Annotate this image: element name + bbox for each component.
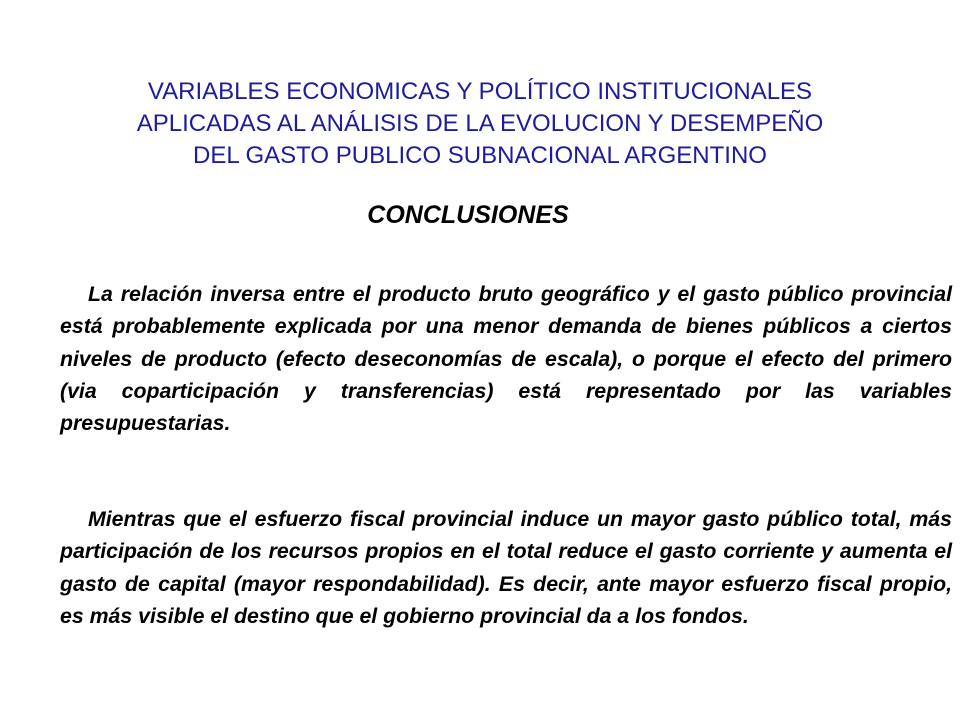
title-line-2: APLICADAS AL ANÁLISIS DE LA EVOLUCION Y DESEMPEÑO [136,110,824,137]
conclusion-paragraph-2: Mientras que el esfuerzo fiscal provincial induce un mayor gasto público total, más participación de los recursos propios en el total reduce el gasto corriente y aumenta el gasto de capital (mayor respondabilidad). Es decir, ante mayor esfuerzo fiscal propio, es más visible el destino que el gobierno provincial da a los fondos. [60,507,952,628]
title-line-1: VARIABLES ECONOMICAS Y POLÍTICO INSTITUCIONALES [147,78,813,105]
title-line-3: DEL GASTO PUBLICO SUBNACIONAL ARGENTINO [193,142,767,169]
conclusion-paragraph-1: La relación inversa entre el producto bruto geográfico y el gasto público provincial está probablemente explicada por una menor demanda de bienes públicos a ciertos niveles de producto (efecto deseconomías de escala), o porque el efecto del primero (via coparticipación y transferencias) está representado por las variables presupuestarias. [60,282,952,436]
conclusions-heading: CONCLUSIONES [367,201,569,229]
slide-title [60,76,900,172]
